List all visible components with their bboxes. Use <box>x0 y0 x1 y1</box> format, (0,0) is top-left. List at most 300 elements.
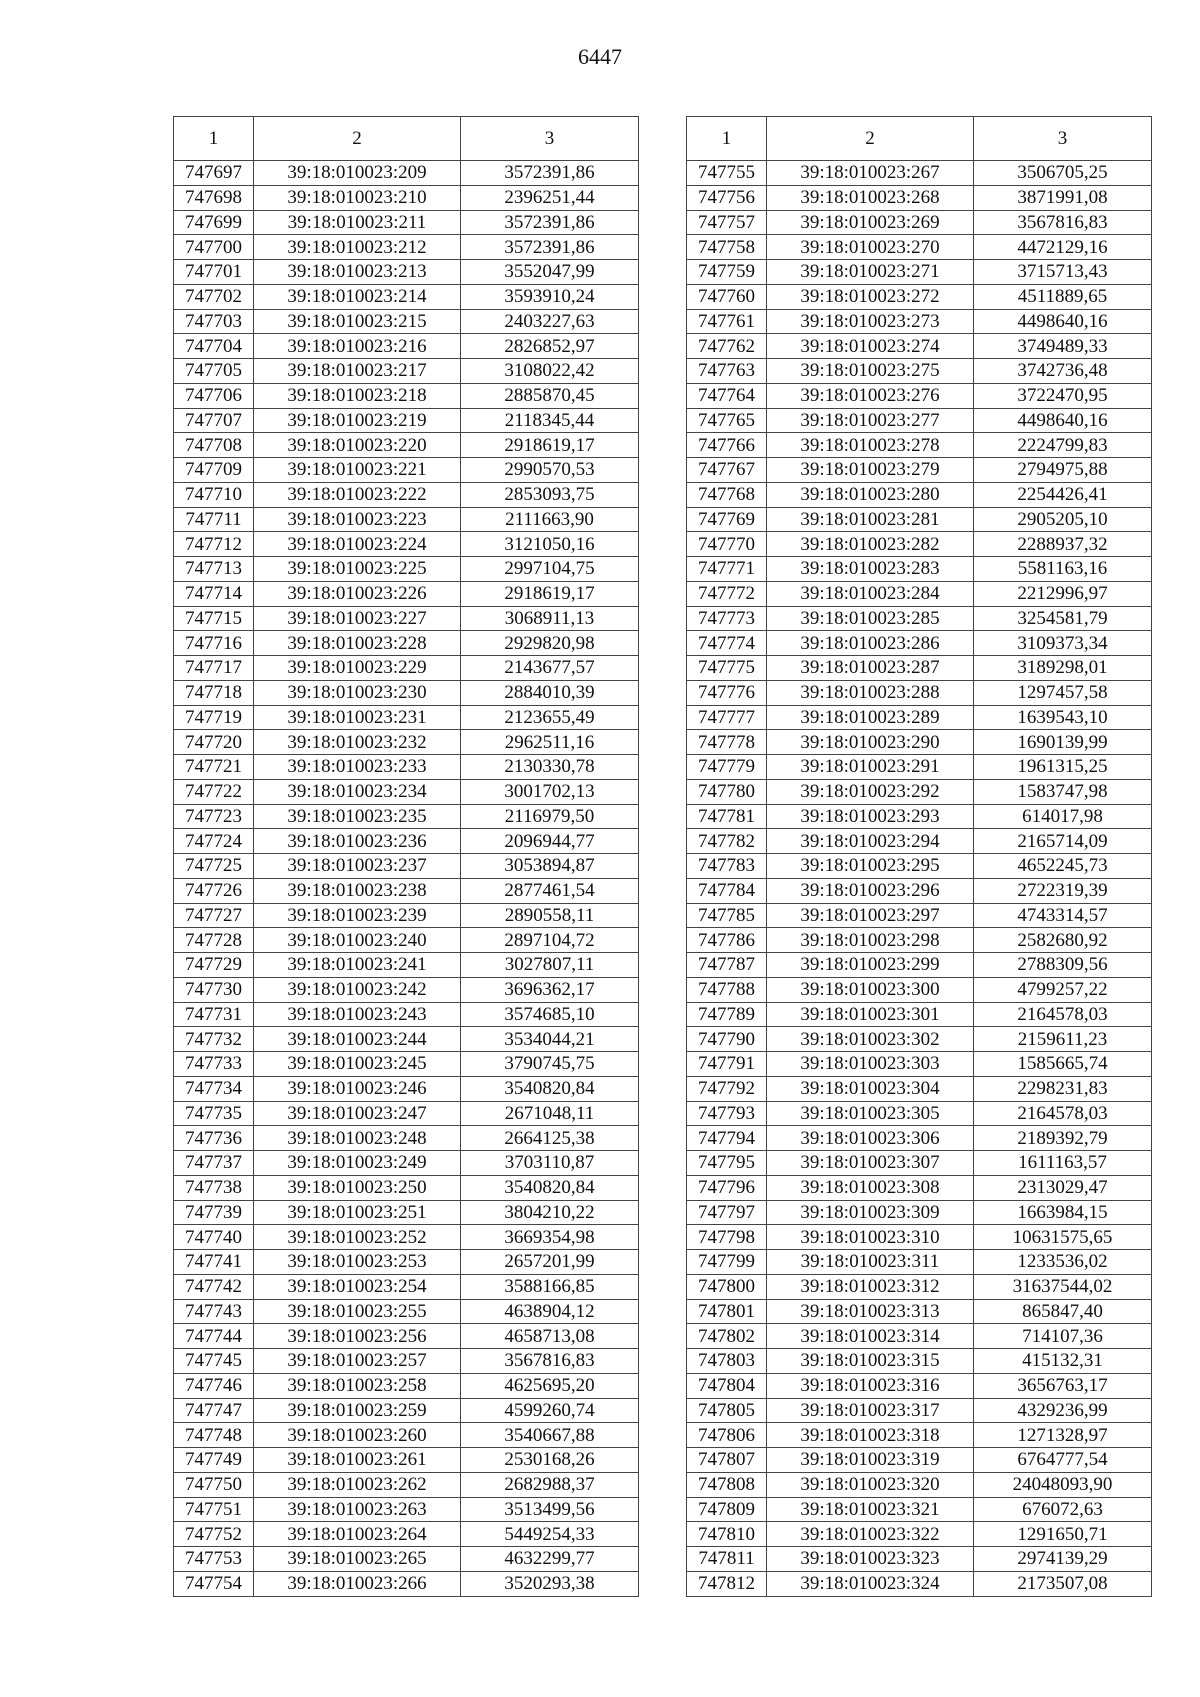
table-row <box>174 284 639 309</box>
cadastral-number-cell: 39:18:010023:263 <box>254 1497 461 1522</box>
cadastral-number-cell: 39:18:010023:315 <box>767 1349 974 1374</box>
cadastral-number-cell: 39:18:010023:283 <box>767 557 974 582</box>
cadastral-number-cell: 39:18:010023:314 <box>767 1324 974 1349</box>
cadastral-number-cell: 39:18:010023:282 <box>767 532 974 557</box>
cadastral-number-cell: 39:18:010023:225 <box>254 557 461 582</box>
cadastral-number-cell: 39:18:010023:224 <box>254 532 461 557</box>
table-row <box>687 1522 1152 1547</box>
cadastral-number-cell: 39:18:010023:292 <box>767 779 974 804</box>
cadastral-number-cell: 39:18:010023:287 <box>767 656 974 681</box>
table-row <box>174 1299 639 1324</box>
value-cell: 3871991,08 <box>974 185 1152 210</box>
table-row <box>174 878 639 903</box>
row-number-cell: 747720 <box>174 730 254 755</box>
row-number-cell: 747739 <box>174 1200 254 1225</box>
table-row <box>174 1052 639 1077</box>
value-cell: 2885870,45 <box>461 383 639 408</box>
table-row <box>687 755 1152 780</box>
cadastral-number-cell: 39:18:010023:308 <box>767 1175 974 1200</box>
cadastral-number-cell: 39:18:010023:316 <box>767 1373 974 1398</box>
table-row <box>174 1151 639 1176</box>
table-row <box>687 606 1152 631</box>
row-number-cell: 747754 <box>174 1571 254 1596</box>
row-number-cell: 747710 <box>174 482 254 507</box>
value-cell: 4743314,57 <box>974 903 1152 928</box>
row-number-cell: 747756 <box>687 185 767 210</box>
table-row <box>174 1101 639 1126</box>
cadastral-number-cell: 39:18:010023:275 <box>767 359 974 384</box>
value-cell: 2530168,26 <box>461 1448 639 1473</box>
header-row <box>174 117 639 161</box>
row-number-cell: 747718 <box>174 680 254 705</box>
value-cell: 1291650,71 <box>974 1522 1152 1547</box>
row-number-cell: 747811 <box>687 1547 767 1572</box>
value-cell: 2298231,83 <box>974 1076 1152 1101</box>
cadastral-number-cell: 39:18:010023:290 <box>767 730 974 755</box>
row-number-cell: 747793 <box>687 1101 767 1126</box>
value-cell: 1690139,99 <box>974 730 1152 755</box>
table-row <box>687 829 1152 854</box>
table-row <box>174 1324 639 1349</box>
value-cell: 31637544,02 <box>974 1274 1152 1299</box>
row-number-cell: 747762 <box>687 334 767 359</box>
cadastral-number-cell: 39:18:010023:218 <box>254 383 461 408</box>
cadastral-number-cell: 39:18:010023:279 <box>767 458 974 483</box>
value-cell: 2224799,83 <box>974 433 1152 458</box>
row-number-cell: 747786 <box>687 928 767 953</box>
table-row <box>687 730 1152 755</box>
cadastral-number-cell: 39:18:010023:232 <box>254 730 461 755</box>
value-cell: 2884010,39 <box>461 680 639 705</box>
table-row <box>174 557 639 582</box>
row-number-cell: 747785 <box>687 903 767 928</box>
value-cell: 3121050,16 <box>461 532 639 557</box>
row-number-cell: 747751 <box>174 1497 254 1522</box>
cadastral-number-cell: 39:18:010023:289 <box>767 705 974 730</box>
value-cell: 3588166,85 <box>461 1274 639 1299</box>
row-number-cell: 747777 <box>687 705 767 730</box>
cadastral-number-cell: 39:18:010023:285 <box>767 606 974 631</box>
value-cell: 3567816,83 <box>974 210 1152 235</box>
cadastral-number-cell: 39:18:010023:233 <box>254 755 461 780</box>
table-header <box>687 117 1152 161</box>
row-number-cell: 747761 <box>687 309 767 334</box>
row-number-cell: 747724 <box>174 829 254 854</box>
table-row <box>174 1522 639 1547</box>
cadastral-number-cell: 39:18:010023:299 <box>767 953 974 978</box>
cadastral-number-cell: 39:18:010023:271 <box>767 260 974 285</box>
value-cell: 1961315,25 <box>974 755 1152 780</box>
value-cell: 2853093,75 <box>461 482 639 507</box>
table-header <box>174 117 639 161</box>
value-cell: 3742736,48 <box>974 359 1152 384</box>
cadastral-number-cell: 39:18:010023:213 <box>254 260 461 285</box>
value-cell: 4799257,22 <box>974 977 1152 1002</box>
table-row <box>687 1250 1152 1275</box>
cadastral-number-cell: 39:18:010023:294 <box>767 829 974 854</box>
table-row <box>174 656 639 681</box>
row-number-cell: 747807 <box>687 1448 767 1473</box>
row-number-cell: 747728 <box>174 928 254 953</box>
row-number-cell: 747725 <box>174 854 254 879</box>
value-cell: 2826852,97 <box>461 334 639 359</box>
table-row <box>687 1497 1152 1522</box>
row-number-cell: 747792 <box>687 1076 767 1101</box>
table-row <box>174 235 639 260</box>
table-row <box>174 309 639 334</box>
table-row <box>174 977 639 1002</box>
value-cell: 3254581,79 <box>974 606 1152 631</box>
row-number-cell: 747722 <box>174 779 254 804</box>
table-row <box>687 284 1152 309</box>
row-number-cell: 747707 <box>174 408 254 433</box>
row-number-cell: 747735 <box>174 1101 254 1126</box>
table-row <box>687 1324 1152 1349</box>
table-row <box>174 854 639 879</box>
table-row <box>687 161 1152 186</box>
table-body <box>687 161 1152 1597</box>
cadastral-number-cell: 39:18:010023:212 <box>254 235 461 260</box>
value-cell: 614017,98 <box>974 804 1152 829</box>
value-cell: 2962511,16 <box>461 730 639 755</box>
row-number-cell: 747752 <box>174 1522 254 1547</box>
row-number-cell: 747737 <box>174 1151 254 1176</box>
value-cell: 3656763,17 <box>974 1373 1152 1398</box>
row-number-cell: 747800 <box>687 1274 767 1299</box>
table-row <box>687 1547 1152 1572</box>
cadastral-number-cell: 39:18:010023:231 <box>254 705 461 730</box>
value-cell: 3540667,88 <box>461 1423 639 1448</box>
cadastral-number-cell: 39:18:010023:260 <box>254 1423 461 1448</box>
cadastral-number-cell: 39:18:010023:320 <box>767 1472 974 1497</box>
row-number-cell: 747743 <box>174 1299 254 1324</box>
value-cell: 3749489,33 <box>974 334 1152 359</box>
cadastral-number-cell: 39:18:010023:300 <box>767 977 974 1002</box>
cadastral-number-cell: 39:18:010023:257 <box>254 1349 461 1374</box>
cadastral-number-cell: 39:18:010023:303 <box>767 1052 974 1077</box>
row-number-cell: 747709 <box>174 458 254 483</box>
value-cell: 2111663,90 <box>461 507 639 532</box>
value-cell: 1271328,97 <box>974 1423 1152 1448</box>
value-cell: 4498640,16 <box>974 309 1152 334</box>
row-number-cell: 747748 <box>174 1423 254 1448</box>
row-number-cell: 747805 <box>687 1398 767 1423</box>
column-header-1: 1 <box>174 117 254 161</box>
row-number-cell: 747808 <box>687 1472 767 1497</box>
value-cell: 3669354,98 <box>461 1225 639 1250</box>
row-number-cell: 747776 <box>687 680 767 705</box>
value-cell: 3540820,84 <box>461 1076 639 1101</box>
value-cell: 10631575,65 <box>974 1225 1152 1250</box>
row-number-cell: 747706 <box>174 383 254 408</box>
row-number-cell: 747742 <box>174 1274 254 1299</box>
value-cell: 2682988,37 <box>461 1472 639 1497</box>
table-row <box>174 1398 639 1423</box>
row-number-cell: 747779 <box>687 755 767 780</box>
value-cell: 2974139,29 <box>974 1547 1152 1572</box>
table-row <box>174 1225 639 1250</box>
value-cell: 3552047,99 <box>461 260 639 285</box>
table-row <box>687 557 1152 582</box>
row-number-cell: 747812 <box>687 1571 767 1596</box>
cadastral-number-cell: 39:18:010023:288 <box>767 680 974 705</box>
table-row <box>687 1052 1152 1077</box>
cadastral-number-cell: 39:18:010023:274 <box>767 334 974 359</box>
value-cell: 3574685,10 <box>461 1002 639 1027</box>
table-row <box>174 953 639 978</box>
cadastral-number-cell: 39:18:010023:250 <box>254 1175 461 1200</box>
value-cell: 1583747,98 <box>974 779 1152 804</box>
value-cell: 2877461,54 <box>461 878 639 903</box>
table-row <box>687 1423 1152 1448</box>
value-cell: 5449254,33 <box>461 1522 639 1547</box>
row-number-cell: 747783 <box>687 854 767 879</box>
value-cell: 3520293,38 <box>461 1571 639 1596</box>
row-number-cell: 747750 <box>174 1472 254 1497</box>
cadastral-number-cell: 39:18:010023:306 <box>767 1126 974 1151</box>
cadastral-number-cell: 39:18:010023:322 <box>767 1522 974 1547</box>
table-row <box>687 1126 1152 1151</box>
row-number-cell: 747716 <box>174 631 254 656</box>
cadastral-number-cell: 39:18:010023:297 <box>767 903 974 928</box>
cadastral-number-cell: 39:18:010023:214 <box>254 284 461 309</box>
value-cell: 2116979,50 <box>461 804 639 829</box>
table-row <box>687 1299 1152 1324</box>
table-row <box>174 1423 639 1448</box>
row-number-cell: 747700 <box>174 235 254 260</box>
row-number-cell: 747788 <box>687 977 767 1002</box>
cadastral-number-cell: 39:18:010023:228 <box>254 631 461 656</box>
table-row <box>174 755 639 780</box>
value-cell: 2897104,72 <box>461 928 639 953</box>
table-row <box>687 1472 1152 1497</box>
row-number-cell: 747778 <box>687 730 767 755</box>
row-number-cell: 747746 <box>174 1373 254 1398</box>
value-cell: 3506705,25 <box>974 161 1152 186</box>
value-cell: 4329236,99 <box>974 1398 1152 1423</box>
row-number-cell: 747745 <box>174 1349 254 1374</box>
value-cell: 3572391,86 <box>461 161 639 186</box>
table-row <box>687 779 1152 804</box>
cadastral-number-cell: 39:18:010023:215 <box>254 309 461 334</box>
cadastral-number-cell: 39:18:010023:259 <box>254 1398 461 1423</box>
row-number-cell: 747698 <box>174 185 254 210</box>
value-cell: 3722470,95 <box>974 383 1152 408</box>
value-cell: 2189392,79 <box>974 1126 1152 1151</box>
table-row <box>687 482 1152 507</box>
value-cell: 5581163,16 <box>974 557 1152 582</box>
cadastral-number-cell: 39:18:010023:264 <box>254 1522 461 1547</box>
row-number-cell: 747757 <box>687 210 767 235</box>
cadastral-number-cell: 39:18:010023:238 <box>254 878 461 903</box>
cadastral-number-cell: 39:18:010023:244 <box>254 1027 461 1052</box>
cadastral-number-cell: 39:18:010023:284 <box>767 581 974 606</box>
row-number-cell: 747704 <box>174 334 254 359</box>
value-cell: 2918619,17 <box>461 581 639 606</box>
row-number-cell: 747801 <box>687 1299 767 1324</box>
row-number-cell: 747799 <box>687 1250 767 1275</box>
value-cell: 2165714,09 <box>974 829 1152 854</box>
row-number-cell: 747714 <box>174 581 254 606</box>
cadastral-number-cell: 39:18:010023:219 <box>254 408 461 433</box>
table-row <box>174 1349 639 1374</box>
value-cell: 4632299,77 <box>461 1547 639 1572</box>
value-cell: 2664125,38 <box>461 1126 639 1151</box>
cadastral-number-cell: 39:18:010023:254 <box>254 1274 461 1299</box>
table-row <box>174 903 639 928</box>
page-number: 6447 <box>578 44 622 69</box>
table-row <box>687 532 1152 557</box>
cadastral-number-cell: 39:18:010023:273 <box>767 309 974 334</box>
cadastral-number-cell: 39:18:010023:255 <box>254 1299 461 1324</box>
table-row <box>174 581 639 606</box>
cadastral-number-cell: 39:18:010023:307 <box>767 1151 974 1176</box>
table-row <box>174 359 639 384</box>
cadastral-number-cell: 39:18:010023:252 <box>254 1225 461 1250</box>
cadastral-number-cell: 39:18:010023:301 <box>767 1002 974 1027</box>
cadastral-number-cell: 39:18:010023:298 <box>767 928 974 953</box>
cadastral-number-cell: 39:18:010023:248 <box>254 1126 461 1151</box>
table-row <box>174 1497 639 1522</box>
row-number-cell: 747711 <box>174 507 254 532</box>
value-cell: 3572391,86 <box>461 210 639 235</box>
row-number-cell: 747771 <box>687 557 767 582</box>
cadastral-number-cell: 39:18:010023:309 <box>767 1200 974 1225</box>
value-cell: 4638904,12 <box>461 1299 639 1324</box>
value-cell: 3068911,13 <box>461 606 639 631</box>
cadastral-number-cell: 39:18:010023:276 <box>767 383 974 408</box>
value-cell: 2788309,56 <box>974 953 1152 978</box>
table-row <box>174 532 639 557</box>
row-number-cell: 747770 <box>687 532 767 557</box>
row-number-cell: 747727 <box>174 903 254 928</box>
table-row <box>687 656 1152 681</box>
table-row <box>174 1448 639 1473</box>
cadastral-number-cell: 39:18:010023:216 <box>254 334 461 359</box>
value-cell: 2164578,03 <box>974 1101 1152 1126</box>
value-cell: 2722319,39 <box>974 878 1152 903</box>
table-row <box>174 1175 639 1200</box>
row-number-cell: 747798 <box>687 1225 767 1250</box>
cadastral-number-cell: 39:18:010023:270 <box>767 235 974 260</box>
table-row <box>174 210 639 235</box>
row-number-cell: 747797 <box>687 1200 767 1225</box>
value-cell: 3593910,24 <box>461 284 639 309</box>
row-number-cell: 747763 <box>687 359 767 384</box>
row-number-cell: 747705 <box>174 359 254 384</box>
value-cell: 2123655,49 <box>461 705 639 730</box>
table-row <box>687 631 1152 656</box>
cadastral-number-cell: 39:18:010023:262 <box>254 1472 461 1497</box>
row-number-cell: 747719 <box>174 705 254 730</box>
row-number-cell: 747726 <box>174 878 254 903</box>
row-number-cell: 747731 <box>174 1002 254 1027</box>
cadastral-number-cell: 39:18:010023:221 <box>254 458 461 483</box>
cadastral-number-cell: 39:18:010023:235 <box>254 804 461 829</box>
table-row <box>174 928 639 953</box>
row-number-cell: 747717 <box>174 656 254 681</box>
table-row <box>687 1175 1152 1200</box>
table-row <box>174 1200 639 1225</box>
cadastral-number-cell: 39:18:010023:239 <box>254 903 461 928</box>
row-number-cell: 747809 <box>687 1497 767 1522</box>
column-header-2: 2 <box>767 117 974 161</box>
table-row <box>174 334 639 359</box>
cadastral-number-cell: 39:18:010023:324 <box>767 1571 974 1596</box>
row-number-cell: 747795 <box>687 1151 767 1176</box>
cadastral-number-cell: 39:18:010023:311 <box>767 1250 974 1275</box>
cadastral-number-cell: 39:18:010023:237 <box>254 854 461 879</box>
value-cell: 2164578,03 <box>974 1002 1152 1027</box>
value-cell: 2254426,41 <box>974 482 1152 507</box>
table-row <box>687 1448 1152 1473</box>
value-cell: 2143677,57 <box>461 656 639 681</box>
cadastral-number-cell: 39:18:010023:304 <box>767 1076 974 1101</box>
value-cell: 3703110,87 <box>461 1151 639 1176</box>
table-row <box>174 829 639 854</box>
value-cell: 2313029,47 <box>974 1175 1152 1200</box>
table-row <box>687 1373 1152 1398</box>
value-cell: 2288937,32 <box>974 532 1152 557</box>
cadastral-number-cell: 39:18:010023:223 <box>254 507 461 532</box>
row-number-cell: 747781 <box>687 804 767 829</box>
row-number-cell: 747699 <box>174 210 254 235</box>
row-number-cell: 747721 <box>174 755 254 780</box>
table-row <box>174 1274 639 1299</box>
table-row <box>174 458 639 483</box>
table-row <box>174 260 639 285</box>
row-number-cell: 747729 <box>174 953 254 978</box>
cadastral-number-cell: 39:18:010023:310 <box>767 1225 974 1250</box>
value-cell: 676072,63 <box>974 1497 1152 1522</box>
row-number-cell: 747732 <box>174 1027 254 1052</box>
cadastral-number-cell: 39:18:010023:319 <box>767 1448 974 1473</box>
row-number-cell: 747734 <box>174 1076 254 1101</box>
cadastral-number-cell: 39:18:010023:302 <box>767 1027 974 1052</box>
cadastral-number-cell: 39:18:010023:247 <box>254 1101 461 1126</box>
table-row <box>174 408 639 433</box>
value-cell: 1297457,58 <box>974 680 1152 705</box>
value-cell: 4658713,08 <box>461 1324 639 1349</box>
table-row <box>174 1571 639 1596</box>
row-number-cell: 747744 <box>174 1324 254 1349</box>
value-cell: 2890558,11 <box>461 903 639 928</box>
table-row <box>687 1349 1152 1374</box>
cadastral-number-cell: 39:18:010023:243 <box>254 1002 461 1027</box>
value-cell: 24048093,90 <box>974 1472 1152 1497</box>
table-row <box>687 1076 1152 1101</box>
row-number-cell: 747769 <box>687 507 767 532</box>
row-number-cell: 747772 <box>687 581 767 606</box>
cadastral-number-cell: 39:18:010023:220 <box>254 433 461 458</box>
value-cell: 865847,40 <box>974 1299 1152 1324</box>
row-number-cell: 747764 <box>687 383 767 408</box>
table-row <box>687 1002 1152 1027</box>
value-cell: 1663984,15 <box>974 1200 1152 1225</box>
column-header-2: 2 <box>254 117 461 161</box>
row-number-cell: 747790 <box>687 1027 767 1052</box>
row-number-cell: 747715 <box>174 606 254 631</box>
value-cell: 2918619,17 <box>461 433 639 458</box>
cadastral-number-cell: 39:18:010023:318 <box>767 1423 974 1448</box>
value-cell: 2997104,75 <box>461 557 639 582</box>
value-cell: 1639543,10 <box>974 705 1152 730</box>
cadastral-number-cell: 39:18:010023:236 <box>254 829 461 854</box>
row-number-cell: 747712 <box>174 532 254 557</box>
table-row <box>174 1547 639 1572</box>
cadastral-number-cell: 39:18:010023:293 <box>767 804 974 829</box>
table-row <box>174 606 639 631</box>
